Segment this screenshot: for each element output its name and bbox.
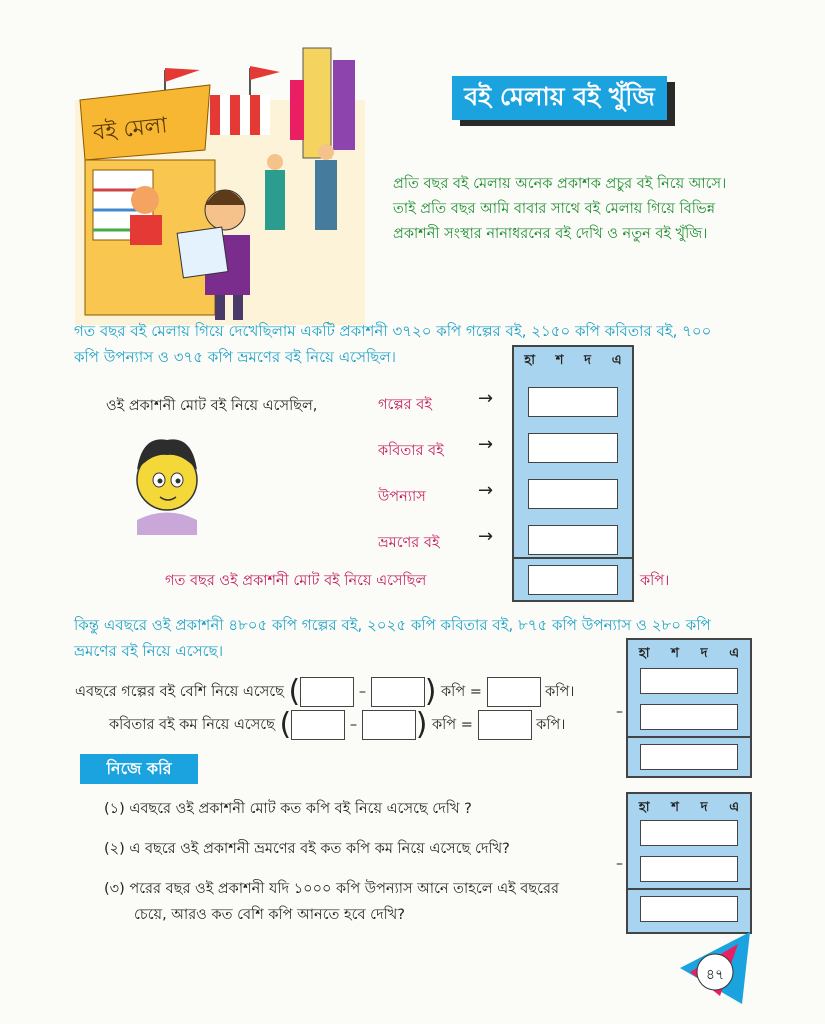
boy-illustration [122,425,212,535]
answer-box-last-year[interactable] [291,710,345,740]
problem2-line: কিন্তু এবছরে ওই প্রকাশনী ৪৮০৫ কপি গল্পের বই, ২০২৫ কপি কবিতার বই, ৮৭৫ কপি উপন্যাস ও ২৮০ কপি [74,616,711,634]
answer-cell-novel[interactable] [528,479,618,509]
problem1-text [74,318,774,370]
answer-cell-poetry[interactable] [528,433,618,463]
book-fair-illustration [75,40,365,325]
intro-line: প্রকাশনী সংস্থার নানাধরনের বই দেখি ও নতুন বই খুঁজি। [393,226,708,242]
question-2: (২) এ বছরে ওই প্রকাশনী ভ্রমণের বই কত কপি কম নিয়ে এসেছে দেখি? [104,841,510,857]
arrow-icon: → [478,480,494,501]
place-value-header [514,351,632,372]
header-hundreds: শ [671,646,679,661]
header-thousands: হা [524,353,535,368]
equation-label: এবছরে গল্পের বই বেশি নিয়ে এসেছে [75,684,284,700]
minuend-cell[interactable] [640,820,738,846]
close-paren: ) [424,674,437,709]
arrow-icon: → [478,434,494,455]
page-number-badge [680,932,750,1004]
header-thousands: হা [638,646,650,661]
minuend-cell[interactable] [640,668,738,694]
place-value-header [628,644,750,665]
intro-paragraph [393,172,773,247]
subtrahend-cell[interactable] [640,856,738,882]
answer-cell-total[interactable] [528,565,618,595]
question-3: (৩) পরের বছর ওই প্রকাশনী যদি ১০০০ কপি উপন্যাস আনে তাহলে এই বছরের [104,881,559,897]
unit-copies: কপি। [545,684,575,700]
item-label-travel: ভ্রমণের বই [378,535,440,551]
problem1-line: গত বছর বই মেলায় গিয়ে দেখেছিলাম একটি প্রকাশনী ৩৭২০ কপি গল্পের বই, ২১৫০ কপি কবিতার বই, ৭০০ [74,322,712,340]
answer-box-last-year[interactable] [371,677,425,707]
minus-sign: – [349,717,358,733]
intro-line: তাই প্রতি বছর আমি বাবার সাথে বই মেলায় গিয়ে বিভিন্ন [393,201,715,217]
header-tens: দ [700,646,708,661]
header-ones: এ [729,800,740,815]
place-value-table-3 [626,792,752,934]
answer-box-this-year[interactable] [300,677,354,707]
close-paren: ) [415,707,428,742]
difference-line [628,888,750,890]
equation-label: কবিতার বই কম নিয়ে এসেছে [109,717,275,733]
arrow-icon: → [478,526,494,547]
answer-cell-stories[interactable] [528,387,618,417]
open-paren: ( [279,707,292,742]
stall-sign: বই মেলা [91,113,169,146]
copy-equals: কপি = [432,717,473,733]
equation-poetry-less [109,707,566,742]
question-3-cont: চেয়ে, আরও কত বেশি কপি আনতে হবে দেখি? [134,907,406,923]
problem2-line: ভ্রমণের বই নিয়ে এসেছে। [74,642,224,660]
sum-line [514,557,632,559]
equation-stories-more [75,674,575,709]
boy-face-icon [122,425,212,535]
copy-equals: কপি = [441,684,482,700]
place-value-table-2 [626,638,752,778]
open-paren: ( [288,674,301,709]
answer-box-result[interactable] [478,710,532,740]
minus-sign: – [616,856,623,872]
answer-box-result[interactable] [487,677,541,707]
header-hundreds: শ [555,353,564,368]
book-fair-scene-icon [75,40,365,325]
answer-cell-travel[interactable] [528,525,618,555]
page-number: ৪৭ [705,967,725,983]
header-hundreds: শ [671,800,679,815]
item-label-novel: উপন্যাস [378,489,426,505]
arrow-icon: → [478,388,494,409]
minus-sign: – [616,704,623,720]
header-tens: দ [700,800,708,815]
header-tens: দ [584,353,591,368]
problem1-line: কপি উপন্যাস ও ৩৭৫ কপি ভ্রমণের বই নিয়ে এসেছিল। [74,348,397,366]
intro-line: প্রতি বছর বই মেলায় অনেক প্রকাশক প্রচুর বই নিয়ে আসে। [393,176,727,192]
answer-box-this-year[interactable] [362,710,416,740]
unit-copies: কপি। [536,717,566,733]
difference-cell[interactable] [640,896,738,922]
header-ones: এ [611,353,622,368]
difference-line [628,736,750,738]
subtrahend-cell[interactable] [640,704,738,730]
item-label-stories: গল্পের বই [378,397,432,413]
total-unit: কপি। [640,573,670,589]
total-label: গত বছর ওই প্রকাশনী মোট বই নিয়ে এসেছিল [165,573,427,589]
place-value-header [628,798,750,819]
question-1: (১) এবছরে ওই প্রকাশনী মোট কত কপি বই নিয়ে এসেছে দেখি ? [104,801,472,817]
difference-cell[interactable] [640,744,738,770]
minus-sign: – [358,684,367,700]
header-ones: এ [729,646,740,661]
item-label-poetry: কবিতার বই [378,443,444,459]
section-tag: নিজে করি [80,754,198,784]
problem1-lead: ওই প্রকাশনী মোট বই নিয়ে এসেছিল, [106,398,318,414]
place-value-table-1 [512,345,634,602]
header-thousands: হা [638,800,650,815]
page-title: বই মেলায় বই খুঁজি [452,76,667,120]
